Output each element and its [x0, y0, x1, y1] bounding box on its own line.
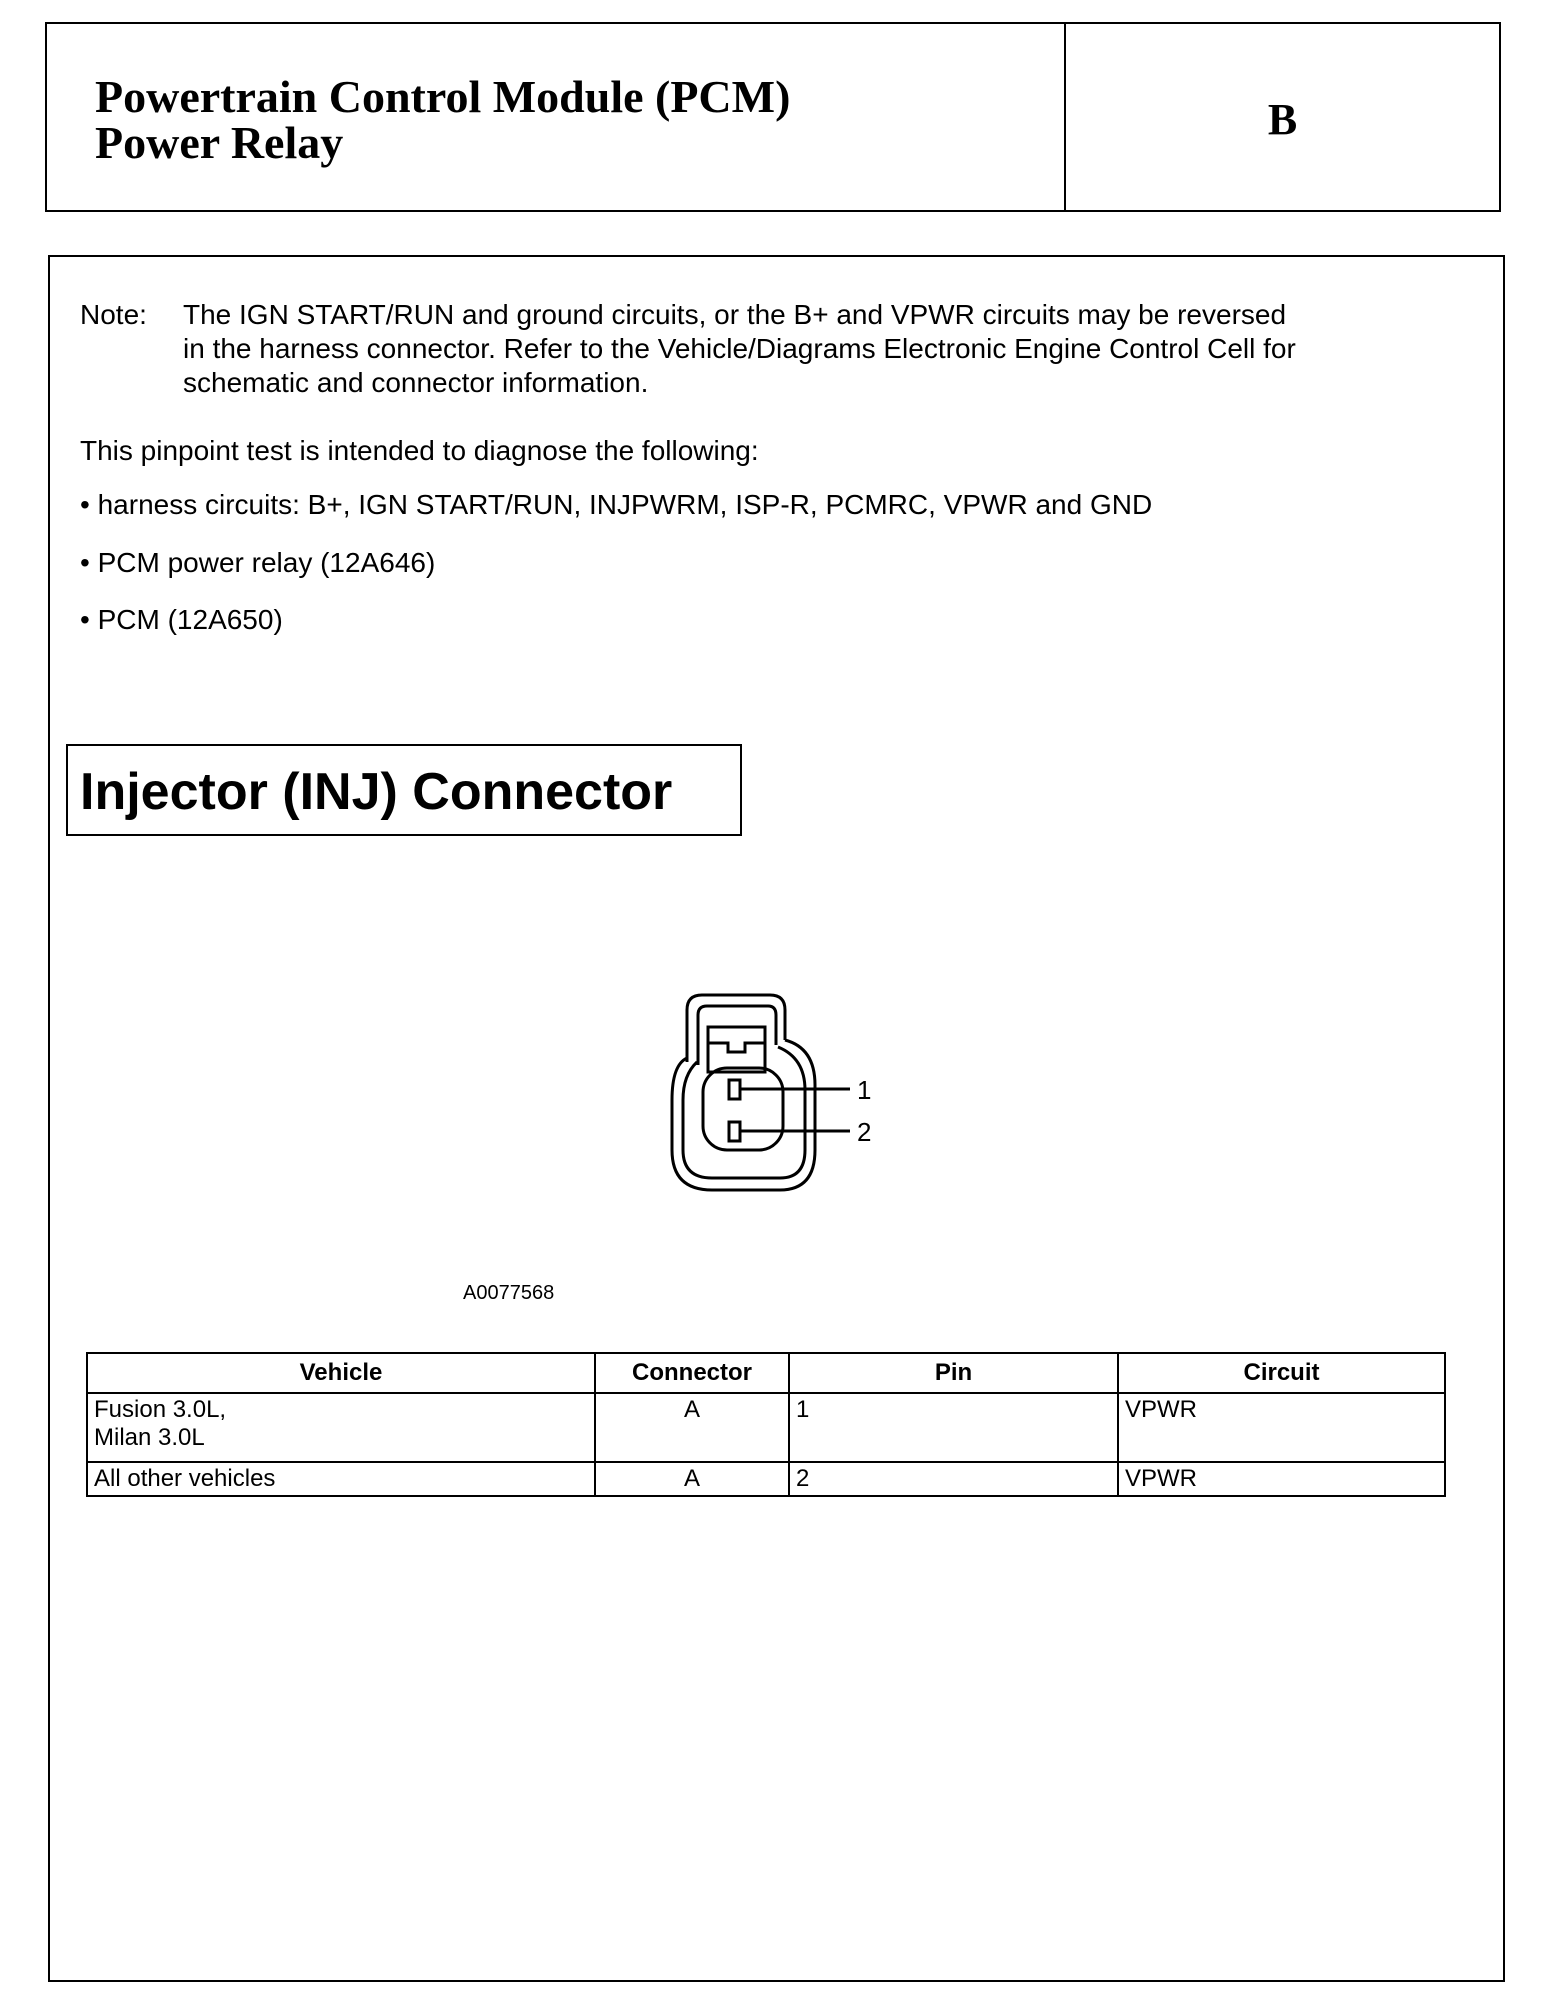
bullet-item: • PCM power relay (12A646) — [80, 547, 436, 578]
cell-vehicle: All other vehicles — [87, 1462, 595, 1496]
note-line: in the harness connector. Refer to the Vehicle/Diagrams Electronic Engine Control Cell for — [183, 333, 1296, 364]
cell-pin: 2 — [789, 1462, 1118, 1496]
connector-heading: Injector (INJ) Connector — [66, 744, 742, 836]
connector-cavity — [703, 1068, 783, 1150]
pin-label-2: 2 — [857, 1117, 872, 1147]
col-circuit: Circuit — [1118, 1353, 1445, 1393]
pin-2 — [729, 1122, 740, 1141]
title-line-2: Power Relay — [95, 117, 344, 168]
cell-circuit: VPWR — [1118, 1393, 1445, 1462]
note-line: The IGN START/RUN and ground circuits, or the B+ and VPWR circuits may be reversed — [183, 299, 1287, 330]
cell-pin: 1 — [789, 1393, 1118, 1462]
cell-circuit: VPWR — [1118, 1462, 1445, 1496]
intro-text: This pinpoint test is intended to diagnose the following: — [80, 435, 759, 466]
pin-1 — [729, 1080, 740, 1099]
table-row — [87, 1462, 1445, 1496]
figure-id: A0077568 — [463, 1282, 555, 1304]
cell-connector: A — [595, 1462, 789, 1496]
cell-vehicle: Fusion 3.0L, Milan 3.0L — [87, 1393, 595, 1462]
connector-latch — [708, 1027, 765, 1072]
bullet-item: • harness circuits: B+, IGN START/RUN, INJPWRM, ISP-R, PCMRC, VPWR and GND — [80, 489, 1153, 520]
note-line: schematic and connector information. — [183, 367, 649, 398]
pinout-table — [86, 1352, 1446, 1497]
col-connector: Connector — [595, 1353, 789, 1393]
bullet-item: • PCM (12A650) — [80, 604, 283, 635]
col-pin: Pin — [789, 1353, 1118, 1393]
table-header-row — [87, 1353, 1445, 1393]
cell-connector: A — [595, 1393, 789, 1462]
connector-body-outer — [672, 1040, 815, 1190]
title-line-1: Powertrain Control Module (PCM) — [95, 71, 791, 122]
note-label: Note: — [80, 299, 147, 330]
section-code: B — [1267, 95, 1298, 144]
pin-label-1: 1 — [857, 1075, 872, 1105]
col-vehicle: Vehicle — [87, 1353, 595, 1393]
table-row — [87, 1393, 1445, 1462]
